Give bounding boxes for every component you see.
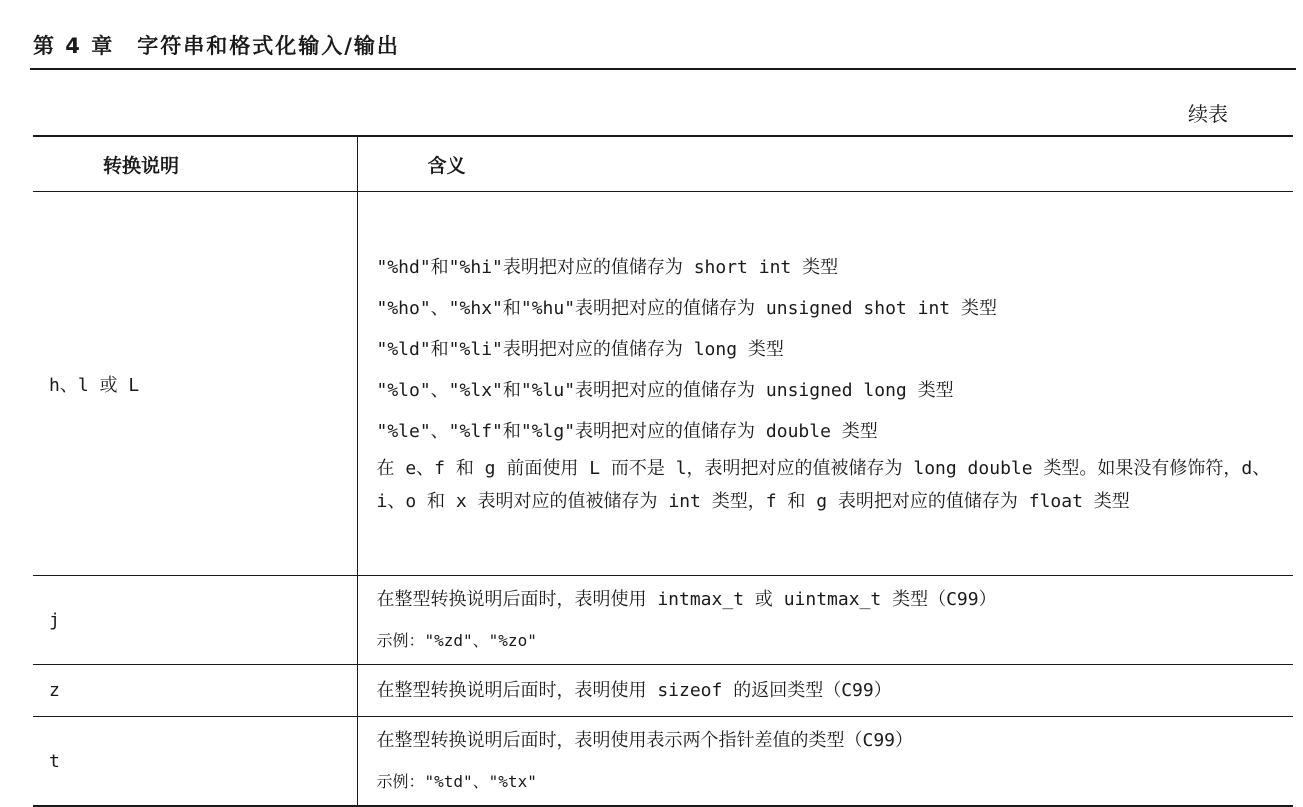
table-row <box>33 576 1293 665</box>
meaning-line: 在 e、f 和 g 前面使用 L 而不是 l，表明把对应的值被储存为 long double 类型。如果没有修饰符，d、i、o 和 x 表明对应的值被储存为 int 类型，f 和 g 表明把对应的值储存为 float 类型 <box>376 457 1271 512</box>
spec-cell: z <box>33 665 357 717</box>
table-row <box>33 717 1293 807</box>
example-line: 示例："%zd"、"%zo" <box>376 631 537 650</box>
spec-cell: t <box>33 717 357 807</box>
spec-cell: h、l 或 L <box>33 192 357 576</box>
table-header-row <box>33 136 1293 192</box>
meaning-line: "%ld"和"%li"表明把对应的值储存为 long 类型 <box>376 338 784 360</box>
table-row <box>33 192 1293 576</box>
column-header-spec: 转换说明 <box>33 136 357 192</box>
column-header-meaning: 含义 <box>357 136 1293 192</box>
meaning-line: "%hd"和"%hi"表明把对应的值储存为 short int 类型 <box>376 256 839 278</box>
meaning-cell <box>357 192 1293 576</box>
conversion-modifier-table <box>33 135 1293 807</box>
meaning-line: 在整型转换说明后面时，表明使用表示两个指针差值的类型（C99） <box>376 730 914 751</box>
meaning-cell <box>357 665 1293 717</box>
spec-cell: j <box>33 576 357 665</box>
continued-label: 续表 <box>1188 102 1228 126</box>
meaning-line: "%le"、"%lf"和"%lg"表明把对应的值储存为 double 类型 <box>376 420 878 442</box>
meaning-line: 在整型转换说明后面时，表明使用 sizeof 的返回类型（C99） <box>376 680 892 701</box>
page-header: 第 4 章 字符串和格式化输入/输出 <box>33 34 400 58</box>
example-line: 示例："%td"、"%tx" <box>376 772 537 791</box>
meaning-line: "%ho"、"%hx"和"%hu"表明把对应的值储存为 unsigned shot int 类型 <box>376 297 997 319</box>
table-row <box>33 665 1293 717</box>
meaning-line: 在整型转换说明后面时，表明使用 intmax_t 或 uintmax_t 类型（C99） <box>376 589 997 610</box>
header-rule <box>30 68 1296 70</box>
meaning-cell <box>357 576 1293 665</box>
meaning-line: "%lo"、"%lx"和"%lu"表明把对应的值储存为 unsigned long 类型 <box>376 379 954 401</box>
meaning-cell <box>357 717 1293 807</box>
